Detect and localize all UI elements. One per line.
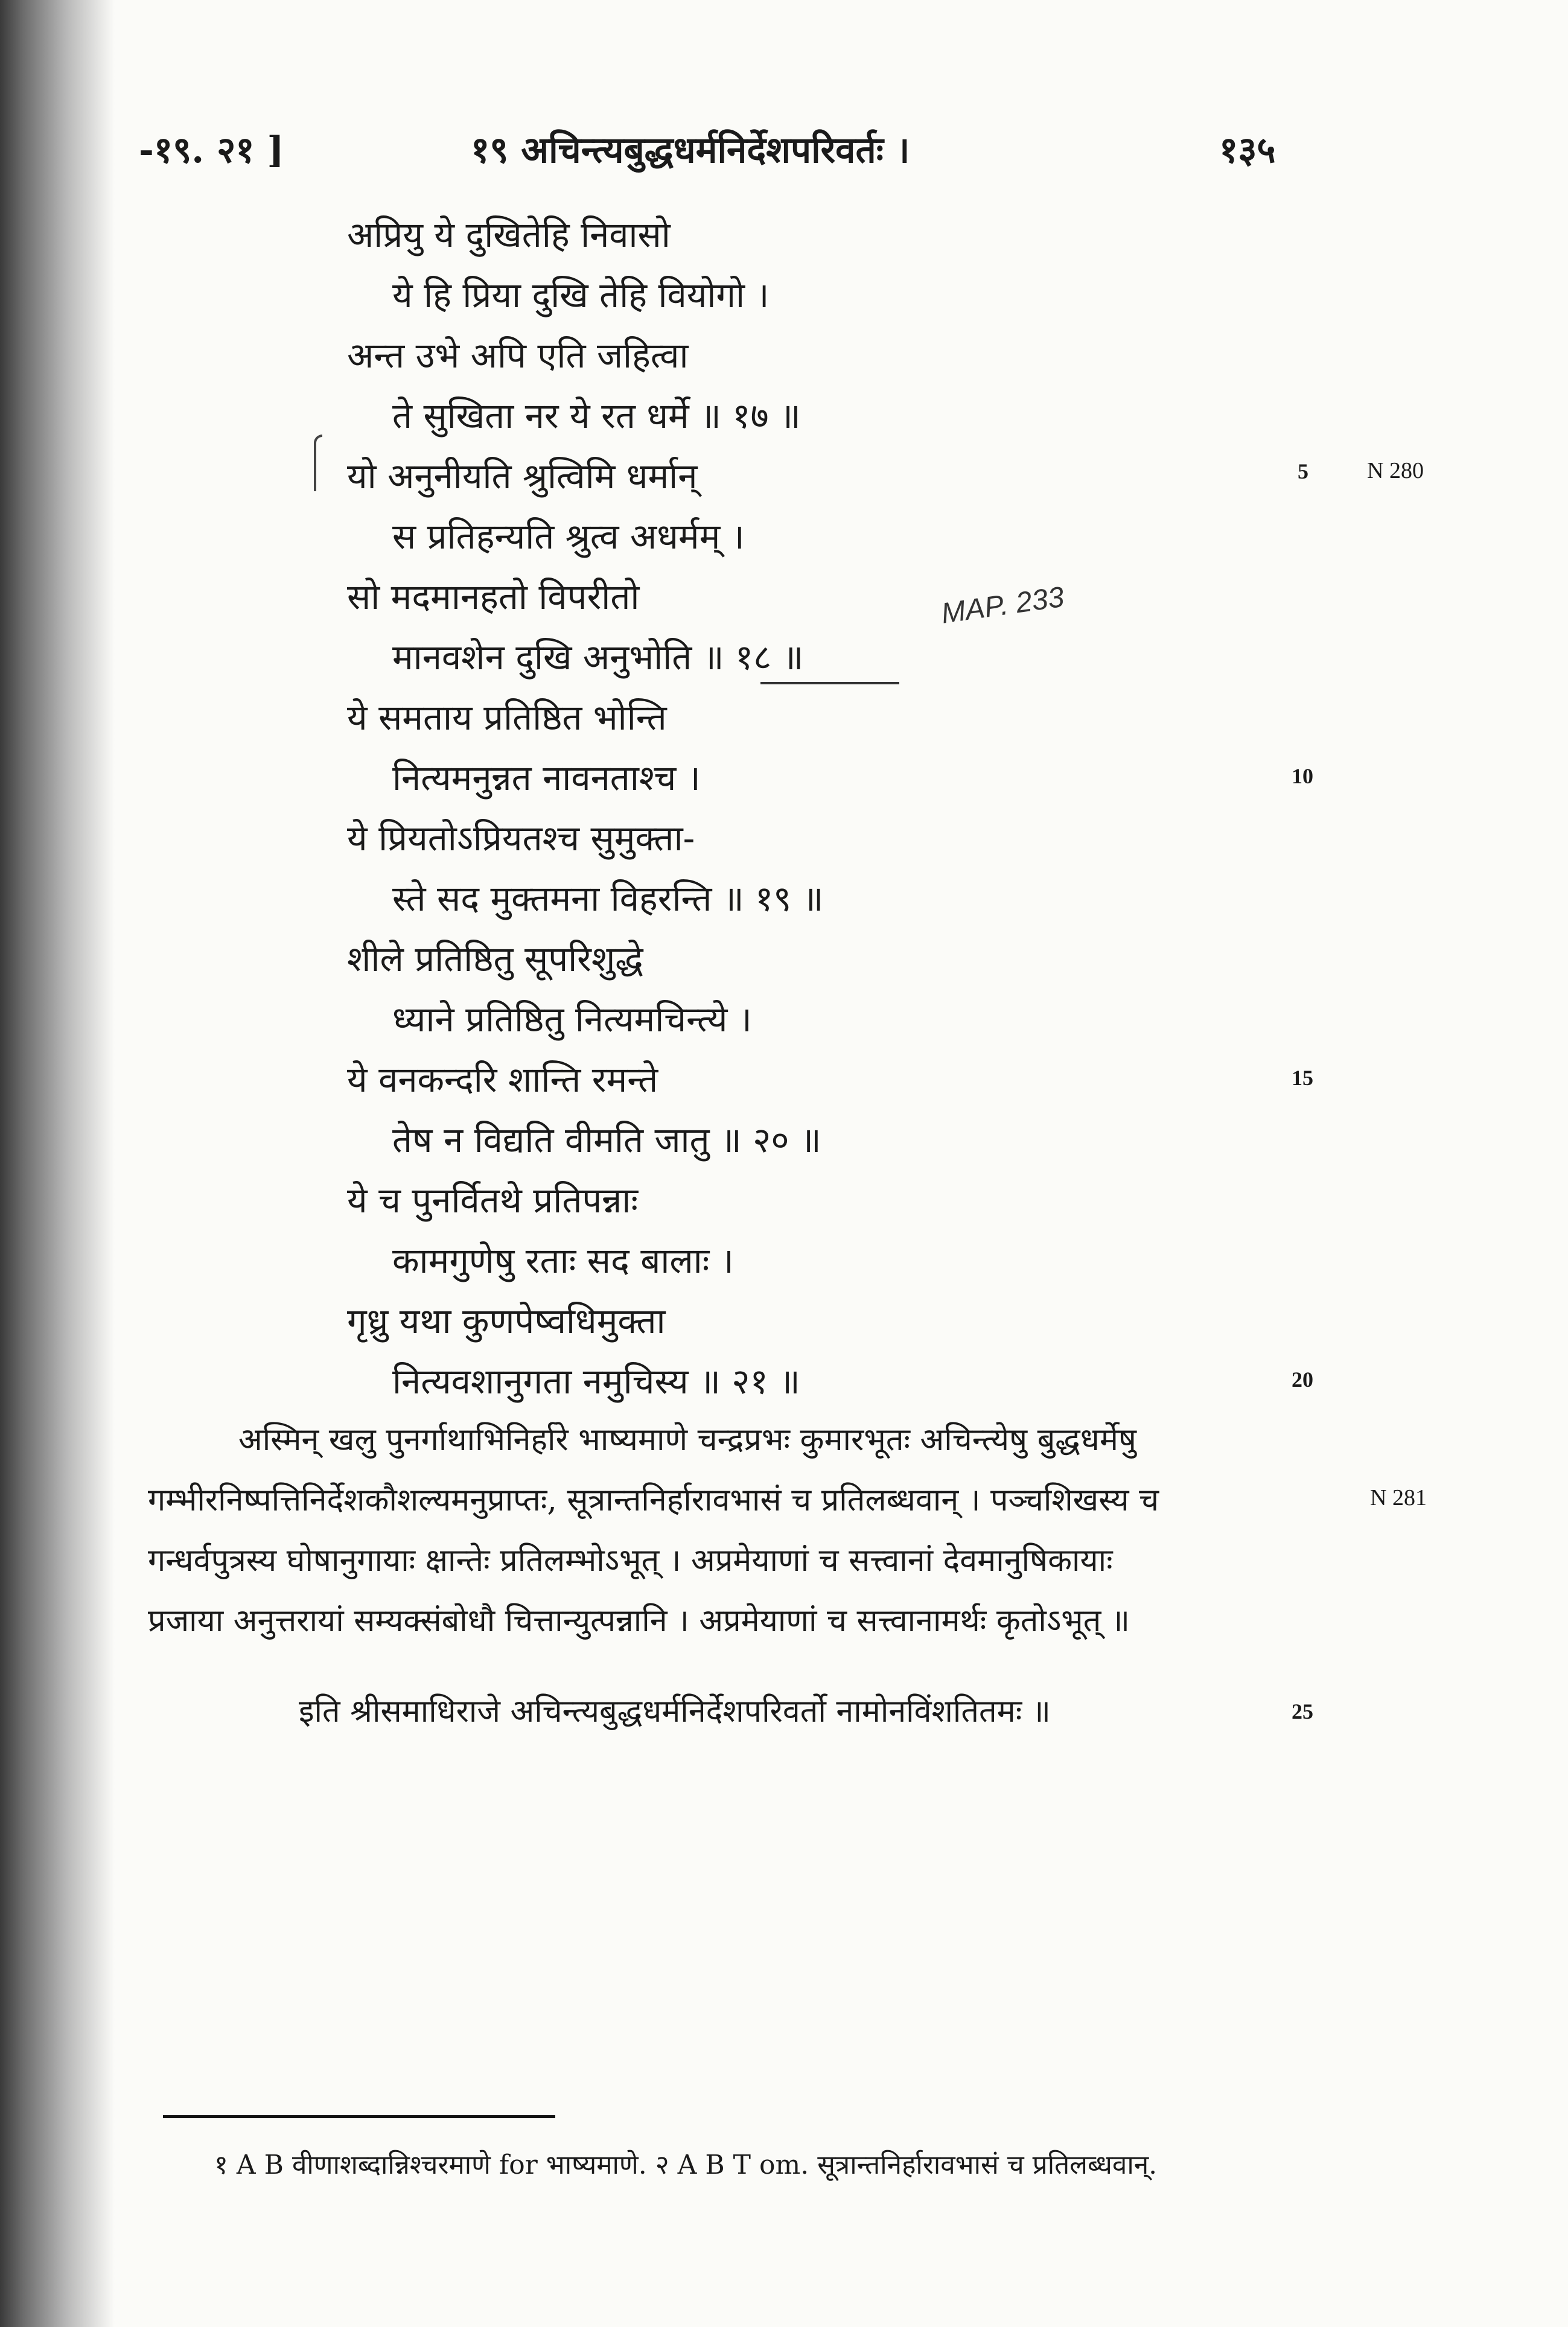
chapter-colophon: इति श्रीसमाधिराजे अचिन्त्यबुद्धधर्मनिर्देशपरिवर्तो नामोनविंशतितमः ॥ (299, 1693, 1051, 1730)
verse-line: मानवशेन दुखि अनुभोति ॥ १८ ॥ (392, 637, 804, 678)
footnote: १ A B वीणाशब्दान्निश्चरमाणे for भाष्यमाणे. २ A B T om. सूत्रान्तनिर्हारावभासं च प्रतिलब्धवान्. (214, 2150, 1158, 2180)
prose-line: प्रजाया अनुत्तरायां सम्यक्संबोधौ चित्तान्युत्पन्नानि । अप्रमेयाणां च सत्त्वानामर्थः कृतोऽभूत् ॥ (148, 1603, 1130, 1639)
verse-line: स प्रतिहन्यति श्रुत्व अधर्मम् । (392, 516, 745, 557)
header-chapter-title: १९ अचिन्त्यबुद्धधर्मनिर्देशपरिवर्तः । (471, 129, 910, 171)
verse-line: शीले प्रतिष्ठितु सूपरिशुद्धे (347, 938, 643, 979)
verse-line: नित्यमनुन्नत नावनताश्च । (392, 757, 701, 798)
verse-line: गृध्रु यथा कुणपेष्वधिमुक्ता (347, 1300, 666, 1342)
manuscript-reference: N 281 (1370, 1485, 1427, 1510)
verse-line: ये च पुनर्वितथे प्रतिपन्नाः (347, 1180, 639, 1221)
footnote-rule (163, 2115, 555, 2118)
header-verse-range: -१९. २१ ] (139, 129, 284, 171)
verse-line: नित्यवशानुगता नमुचिस्य ॥ २१ ॥ (392, 1361, 800, 1402)
verse-line: यो अनुनीयति श्रुत्विमि धर्मान् (347, 456, 698, 497)
verse-line: अन्त उभे अपि एति जहित्वा (347, 335, 689, 376)
verse-line: ध्याने प्रतिष्ठितु नित्यमचिन्त्ये । (392, 999, 752, 1040)
verse-line: ये हि प्रिया दुखि तेहि वियोगो । (392, 275, 770, 316)
prose-line: गम्भीरनिष्पत्तिनिर्देशकौशल्यमनुप्राप्तः, सूत्रान्तनिर्हारावभासं च प्रतिलब्धवान् । पञ्चशिखस्य च (148, 1482, 1159, 1518)
verse-line: कामगुणेषु रताः सद बालाः । (392, 1240, 734, 1281)
line-number: 10 (1292, 764, 1313, 788)
verse-line: तेष न विद्यति वीमति जातु ॥ २० ॥ (392, 1119, 821, 1160)
verse-line: अप्रियु ये दुखितेहि निवासो (347, 214, 671, 255)
line-number: 15 (1292, 1066, 1313, 1090)
verse-line: सो मदमानहतो विपरीतो (347, 576, 640, 617)
pencil-bracket-mark (314, 435, 322, 491)
prose-line: अस्मिन् खलु पुनर्गाथाभिनिर्हारे भाष्यमाणे चन्द्रप्रभः कुमारभूतः अचिन्त्येषु बुद्धधर्मेषु (238, 1422, 1136, 1458)
manuscript-reference: N 280 (1367, 458, 1424, 483)
pencil-underline (760, 682, 899, 684)
header-page-number: १३५ (1219, 129, 1276, 171)
verse-line: ये समताय प्रतिष्ठित भोन्ति (347, 697, 667, 738)
scan-gutter-shadow (0, 0, 115, 2327)
verse-line: ये वनकन्दरि शान्ति रमन्ते (347, 1059, 658, 1100)
line-number: 25 (1292, 1699, 1313, 1724)
handwritten-margin-note: MAP. 233 (939, 581, 1066, 630)
prose-line: गन्धर्वपुत्रस्य घोषानुगायाः क्षान्तेः प्रतिलम्भोऽभूत् । अप्रमेयाणां च सत्त्वानां देवमानुषिकायाः (148, 1542, 1113, 1579)
line-number: 5 (1298, 459, 1308, 483)
verse-line: स्ते सद मुक्तमना विहरन्ति ॥ १९ ॥ (392, 878, 824, 919)
line-number: 20 (1292, 1367, 1313, 1392)
verse-line: ते सुखिता नर ये रत धर्मे ॥ १७ ॥ (392, 395, 801, 436)
verse-line: ये प्रियतोऽप्रियतश्च सुमुक्ता- (347, 818, 695, 859)
